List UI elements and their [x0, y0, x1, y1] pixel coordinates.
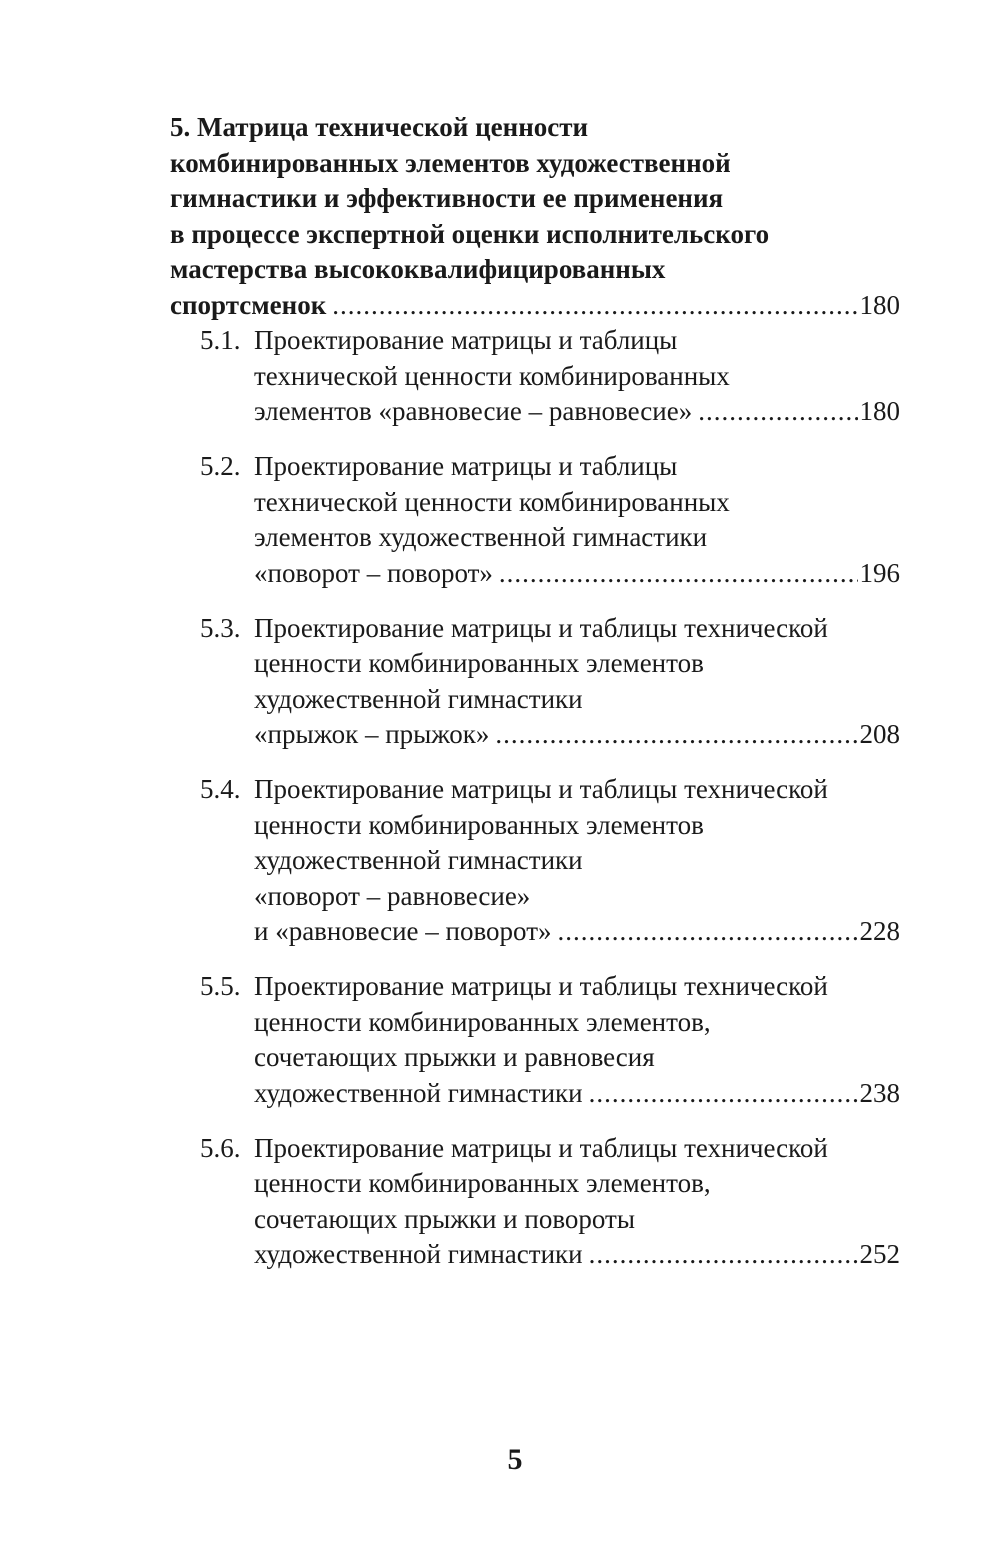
section-line [200, 611, 900, 647]
section-title-text: художественной гимнастики [254, 845, 583, 875]
page-number: 196 [859, 557, 900, 588]
section-line [200, 485, 900, 521]
section-last-line [200, 914, 900, 950]
section-line [200, 1131, 900, 1167]
section-line [200, 843, 900, 879]
folio-page-number: 5 [507, 1443, 523, 1476]
section-title-text: ценности комбинированных элементов [254, 809, 704, 840]
section-line [200, 682, 900, 718]
section-line [200, 1040, 900, 1076]
toc-section-5-1[interactable] [200, 323, 900, 430]
section-number: 5.6. [200, 1132, 241, 1163]
section-last-line [200, 556, 900, 592]
section-title-text: художественной гимнастики [254, 1077, 583, 1108]
toc-section-5-4[interactable] [200, 772, 900, 950]
section-title-text: Проектирование матрицы и таблицы [254, 451, 678, 481]
section-title-text: «поворот – равновесие» [254, 880, 531, 911]
chapter-title-line [170, 110, 900, 146]
page-number: 228 [859, 916, 900, 946]
section-title-text: художественной гимнастики [254, 683, 583, 714]
section-line [200, 323, 900, 359]
section-title-text: сочетающих прыжки и равновесия [254, 1042, 655, 1072]
dot-leader [558, 914, 858, 950]
section-title-text: ценности комбинированных элементов, [254, 1006, 711, 1037]
chapter-title-line [170, 252, 900, 288]
toc-chapter-5[interactable] [170, 110, 900, 323]
section-title-text: художественной гимнастики [254, 1239, 583, 1269]
dot-leader [589, 1237, 858, 1273]
section-line [200, 808, 900, 844]
chapter-title-text: комбинированных элементов художественной [170, 147, 731, 178]
section-last-line [200, 717, 900, 753]
page-number: 180 [859, 396, 900, 426]
page-number: 238 [859, 1077, 900, 1108]
page-number: 252 [859, 1239, 900, 1269]
chapter-title-text: 5. Матрица технической ценности [170, 112, 589, 142]
section-number: 5.4. [200, 774, 241, 804]
section-line [200, 879, 900, 915]
page-number: 208 [859, 719, 900, 749]
section-title-text: сочетающих прыжки и повороты [254, 1203, 635, 1234]
table-of-contents [170, 110, 900, 1273]
chapter-title-text: в процессе экспертной оценки исполнительского [170, 218, 770, 249]
chapter-title-text: спортсменок [170, 289, 327, 320]
section-title-text: и «равновесие – поворот» [254, 916, 552, 946]
section-number: 5.5. [200, 971, 241, 1001]
section-number: 5.1. [200, 325, 241, 355]
section-title-text: «прыжок – прыжок» [254, 719, 490, 749]
dot-leader [589, 1076, 858, 1112]
section-title-text: элементов художественной гимнастики [254, 522, 708, 552]
section-title-text: элементов «равновесие – равновесие» [254, 396, 693, 426]
page-number: 180 [859, 289, 900, 320]
section-title-text: Проектирование матрицы и таблицы технической [254, 971, 828, 1001]
chapter-title-text: гимнастики и эффективности ее применения [170, 183, 724, 213]
section-last-line [200, 1237, 900, 1273]
section-line [200, 359, 900, 395]
section-line [200, 969, 900, 1005]
section-line [200, 449, 900, 485]
section-number: 5.2. [200, 451, 241, 481]
chapter-title-line [170, 146, 900, 182]
section-title-text: ценности комбинированных элементов [254, 648, 704, 678]
dot-leader [698, 394, 857, 430]
section-last-line [200, 1076, 900, 1112]
chapter-title-line [170, 217, 900, 253]
section-title-text: Проектирование матрицы и таблицы технической [254, 612, 828, 643]
section-title-text: Проектирование матрицы и таблицы [254, 325, 678, 355]
section-title-text: технической ценности комбинированных [254, 486, 730, 517]
section-title-text: ценности комбинированных элементов, [254, 1168, 711, 1198]
section-line [200, 1166, 900, 1202]
section-last-line [200, 394, 900, 430]
chapter-title-last-line [170, 288, 900, 324]
section-line [200, 646, 900, 682]
section-line [200, 1202, 900, 1238]
toc-section-5-5[interactable] [200, 969, 900, 1111]
toc-section-5-3[interactable] [200, 611, 900, 753]
section-line [200, 1005, 900, 1041]
chapter-title-text: мастерства высококвалифицированных [170, 254, 666, 284]
toc-section-5-2[interactable] [200, 449, 900, 591]
toc-section-5-6[interactable] [200, 1131, 900, 1273]
section-number: 5.3. [200, 612, 241, 643]
chapter-title-line [170, 181, 900, 217]
section-title-text: «поворот – поворот» [254, 557, 493, 588]
section-line [200, 520, 900, 556]
section-title-text: Проектирование матрицы и таблицы технической [254, 774, 828, 804]
section-title-text: технической ценности комбинированных [254, 360, 730, 391]
dot-leader [499, 556, 858, 592]
section-line [200, 772, 900, 808]
dot-leader [332, 288, 857, 324]
dot-leader [495, 717, 857, 753]
section-title-text: Проектирование матрицы и таблицы технической [254, 1132, 828, 1163]
